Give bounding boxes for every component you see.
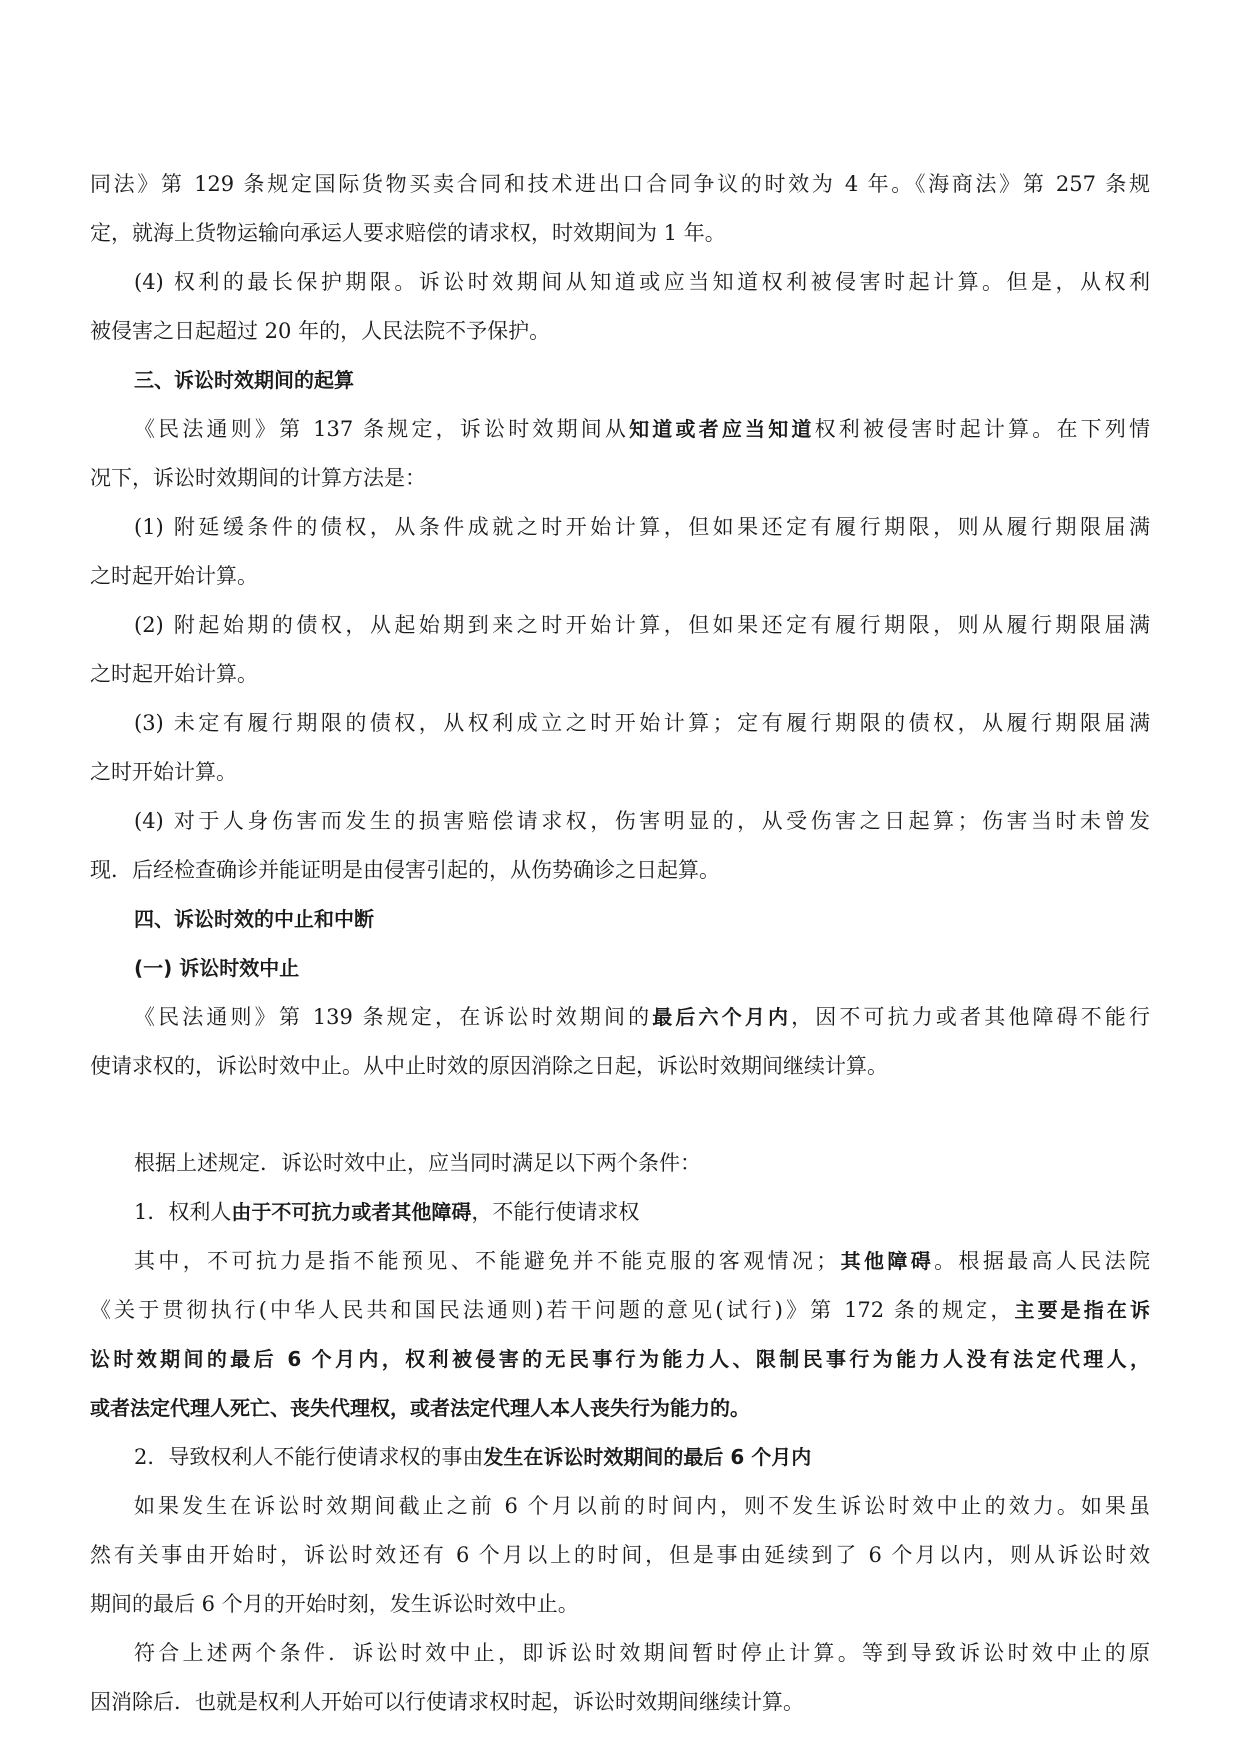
paragraph-line bbox=[90, 1237, 1150, 1286]
text-run: 《民法通则》第 137 条规定，诉讼时效期间从 bbox=[134, 417, 630, 441]
bold-text: 知道或者应当知道 bbox=[629, 417, 815, 441]
bold-paragraph-line: 讼时效期间的最后 6 个月内，权利被侵害的无民事行为能力人、限制民事行为能力人没有法定代理人， bbox=[90, 1347, 1150, 1371]
bold-paragraph-line: 或者法定代理人死亡、丧失代理权，或者法定代理人本人丧失行为能力的。 bbox=[90, 1396, 750, 1420]
paragraph-line: 定，就海上货物运输向承运人要求赔偿的请求权，时效期间为 1 年。 bbox=[90, 221, 726, 245]
paragraph-line: (1) 附延缓条件的债权，从条件成就之时开始计算，但如果还定有履行期限，则从履行期限届满 bbox=[134, 515, 1150, 539]
paragraph-line: 根据上述规定．诉讼时效中止，应当同时满足以下两个条件： bbox=[134, 1151, 701, 1175]
blank-spacer bbox=[90, 1091, 1150, 1139]
paragraph-line: 同法》第 129 条规定国际货物买卖合同和技术进出口合同争议的时效为 4 年。《海商法》第 257 条规 bbox=[90, 172, 1150, 196]
text-run: ，因不可抗力或者其他障碍不能行 bbox=[791, 1005, 1150, 1029]
paragraph-line: 况下，诉讼时效期间的计算方法是： bbox=[90, 466, 426, 490]
paragraph-line bbox=[90, 405, 1150, 454]
bold-text: 主要是指在诉 bbox=[1014, 1298, 1150, 1322]
condition-heading bbox=[90, 1188, 1150, 1237]
paragraph-line: 然有关事由开始时，诉讼时效还有 6 个月以上的时间，但是事由延续到了 6 个月以内，则从诉讼时效 bbox=[90, 1543, 1150, 1567]
paragraph-line: 符合上述两个条件．诉讼时效中止，即诉讼时效期间暂时停止计算。等到导致诉讼时效中止的原 bbox=[134, 1641, 1150, 1665]
text-run: 其中，不可抗力是指不能预见、不能避免并不能克服的客观情况； bbox=[134, 1249, 838, 1273]
text-run: 1．权利人 bbox=[134, 1200, 232, 1224]
paragraph-line bbox=[90, 1286, 1150, 1335]
text-run: 。根据最高人民法院 bbox=[934, 1249, 1150, 1273]
text-run: 《关于贯彻执行(中华人民共和国民法通则)若干问题的意见(试行)》第 172 条的规定， bbox=[90, 1298, 1015, 1322]
bold-text: 由于不可抗力或者其他障碍 bbox=[231, 1200, 472, 1224]
bold-text: 最后六个月内 bbox=[652, 1005, 792, 1029]
paragraph-line: 期间的最后 6 个月的开始时刻，发生诉讼时效中止。 bbox=[90, 1592, 579, 1616]
subsection-heading: (一) 诉讼时效中止 bbox=[134, 956, 300, 980]
paragraph-line: 之时起开始计算。 bbox=[90, 564, 258, 588]
paragraph-line: (3) 未定有履行期限的债权，从权利成立之时开始计算；定有履行期限的债权，从履行期限届满 bbox=[134, 711, 1150, 735]
bold-text: 发生在诉讼时效期间的最后 6 个月内 bbox=[483, 1445, 812, 1469]
text-run: 2．导致权利人不能行使请求权的事由 bbox=[134, 1445, 484, 1469]
paragraph-line: (2) 附起始期的债权，从起始期到来之时开始计算，但如果还定有履行期限，则从履行期限届满 bbox=[134, 613, 1150, 637]
paragraph-line: (4) 对于人身伤害而发生的损害赔偿请求权，伤害明显的，从受伤害之日起算；伤害当时未曾发 bbox=[134, 809, 1150, 833]
section-heading: 三、诉讼时效期间的起算 bbox=[134, 368, 354, 392]
section-heading: 四、诉讼时效的中止和中断 bbox=[134, 907, 374, 931]
paragraph-line: 之时起开始计算。 bbox=[90, 662, 258, 686]
text-run: 《民法通则》第 139 条规定，在诉讼时效期间的 bbox=[134, 1005, 653, 1029]
paragraph-line: 被侵害之日起超过 20 年的，人民法院不予保护。 bbox=[90, 319, 551, 343]
bold-text: 其他障碍 bbox=[837, 1249, 935, 1273]
paragraph-line bbox=[90, 993, 1150, 1042]
document-body bbox=[90, 160, 1150, 1727]
paragraph-line: 因消除后．也就是权利人开始可以行使请求权时起，诉讼时效期间继续计算。 bbox=[90, 1690, 804, 1714]
paragraph-line: 如果发生在诉讼时效期间截止之前 6 个月以前的时间内，则不发生诉讼时效中止的效力。如果虽 bbox=[134, 1494, 1150, 1518]
paragraph-line: 现．后经检查确诊并能证明是由侵害引起的，从伤势确诊之日起算。 bbox=[90, 858, 720, 882]
text-run: ，不能行使请求权 bbox=[471, 1200, 640, 1224]
text-run: 权利被侵害时起计算。在下列情 bbox=[814, 417, 1150, 441]
condition-heading bbox=[90, 1433, 1150, 1482]
paragraph-line: 之时开始计算。 bbox=[90, 760, 237, 784]
paragraph-line: 使请求权的，诉讼时效中止。从中止时效的原因消除之日起，诉讼时效期间继续计算。 bbox=[90, 1054, 888, 1078]
paragraph-line: (4) 权利的最长保护期限。诉讼时效期间从知道或应当知道权利被侵害时起计算。但是，从权利 bbox=[134, 270, 1150, 294]
